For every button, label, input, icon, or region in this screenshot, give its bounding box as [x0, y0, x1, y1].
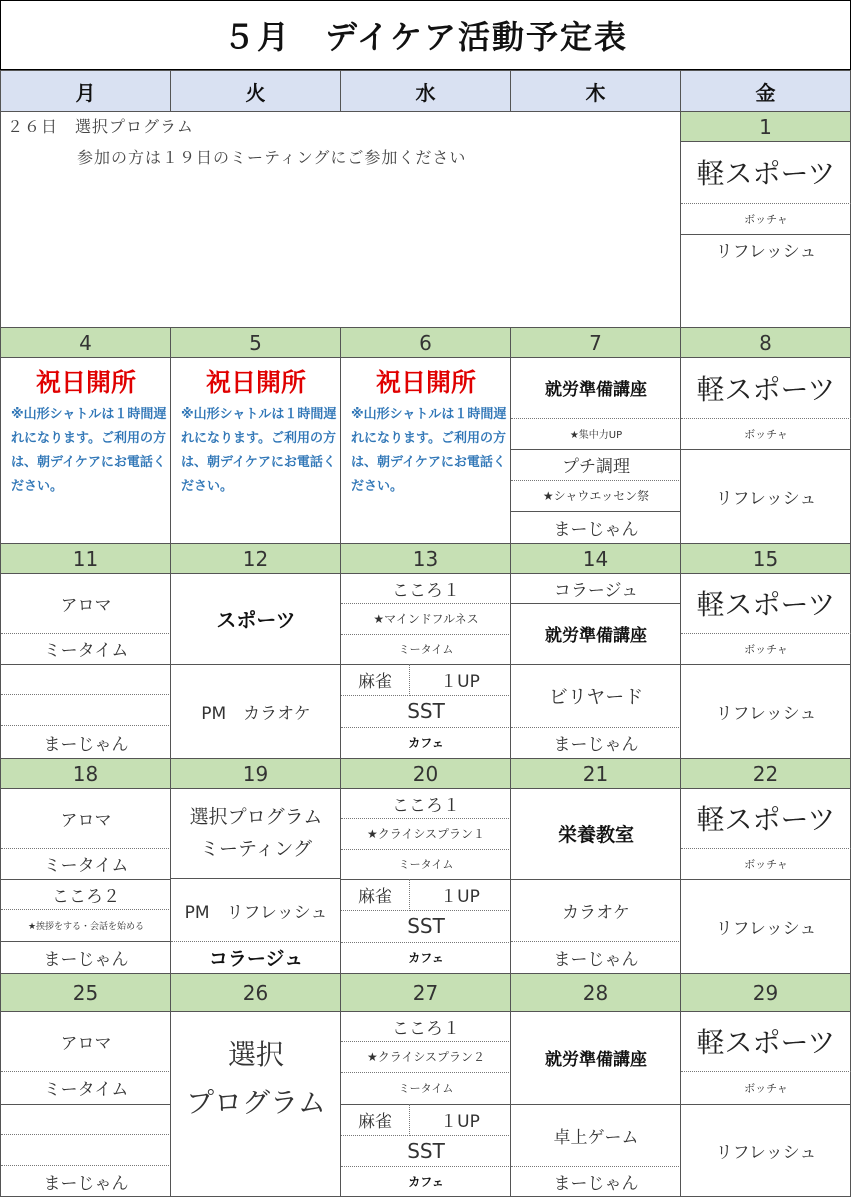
day-cell-14: [510, 573, 681, 759]
activity-job-prep: 就労準備講座: [511, 357, 681, 419]
day-cell-1: [680, 141, 851, 328]
activity-refresh: リフレッシュ: [715, 918, 817, 939]
holiday-title: 祝日開所: [35, 368, 136, 397]
activity-pm-karaoke: PM カラオケ: [201, 703, 311, 724]
activity-sst: SST: [341, 910, 511, 943]
date-21: 21: [510, 758, 681, 789]
activity-karaoke: カラオケ: [511, 879, 681, 942]
activity-selection-program: 選択プログラム: [189, 805, 323, 828]
activity-crisis-plan: ★クライシスプラン２: [341, 1041, 511, 1073]
date-6: 6: [340, 327, 511, 358]
day-cell-27: [340, 1011, 511, 1197]
activity-cafe: カフェ: [408, 951, 444, 965]
activity-mahjong: まーじゃん: [43, 1173, 129, 1194]
date-13: 13: [340, 543, 511, 574]
activity-kokoro: こころ１: [341, 573, 511, 604]
weekday-tue: 火: [170, 70, 341, 112]
activity-light-sports: 軽スポーツ: [681, 788, 851, 849]
activity-light-sports: 軽スポーツ: [681, 573, 851, 634]
date-15: 15: [680, 543, 851, 574]
activity-mahjong: まーじゃん: [553, 1173, 639, 1194]
activity-cafe: カフェ: [408, 736, 444, 750]
activity-refresh: リフレッシュ: [715, 241, 817, 262]
activity-mahjong: まーじゃん: [553, 735, 639, 755]
activity-boccia: ボッチャ: [681, 1071, 851, 1105]
day-cell-13: [340, 573, 511, 759]
holiday-note: ※山形シャトルは１時間遅れになります。ご利用の方は、朝デイケアにお電話ください。: [351, 407, 507, 494]
day-cell-28: [510, 1011, 681, 1197]
activity-mahjong: まーじゃん: [43, 735, 129, 755]
date-20: 20: [340, 758, 511, 789]
date-5: 5: [170, 327, 341, 358]
empty-slot: [1, 1135, 171, 1166]
activity-boccia: ボッチャ: [681, 633, 851, 665]
activity-me-time: ミータイム: [1, 633, 171, 665]
date-12: 12: [170, 543, 341, 574]
activity-petit-cooking: プチ調理: [511, 449, 681, 481]
day-cell-18: [0, 788, 171, 974]
day-cell-19: [170, 788, 341, 974]
activity-crisis-plan: ★クライシスプラン１: [341, 818, 511, 850]
activity-aroma: アロマ: [1, 573, 171, 634]
activity-mahjong-label: 麻雀: [341, 1104, 410, 1136]
day-cell-8: [680, 357, 851, 544]
empty-slot: [1, 695, 171, 726]
activity-pm-refresh: PM リフレッシュ: [171, 879, 341, 942]
activity-program: プログラム: [186, 1086, 326, 1119]
activity-light-sports: 軽スポーツ: [681, 1011, 851, 1072]
activity-me-time: ミータイム: [341, 849, 511, 880]
activity-aroma: アロマ: [1, 1011, 171, 1072]
date-19: 19: [170, 758, 341, 789]
day-cell-20: [340, 788, 511, 974]
activity-mindfulness: ★マインドフルネス: [341, 603, 511, 635]
activity-mahjong-label: 麻雀: [341, 664, 410, 696]
holiday-title: 祝日開所: [205, 368, 306, 397]
weekday-thu: 木: [510, 70, 681, 112]
activity-meeting: ミーティング: [171, 830, 341, 879]
activity-sst: SST: [341, 695, 511, 728]
activity-me-time: ミータイム: [341, 1072, 511, 1105]
day-cell-25: [0, 1011, 171, 1197]
holiday-note: ※山形シャトルは１時間遅れになります。ご利用の方は、朝デイケアにお電話ください。: [11, 407, 167, 494]
activity-kokoro: こころ１: [341, 1011, 511, 1042]
activity-billiards: ビリヤード: [511, 664, 681, 728]
activity-cafe: カフェ: [408, 1174, 444, 1189]
activity-me-time: ミータイム: [1, 1071, 171, 1105]
day-cell-11: [0, 573, 171, 759]
activity-light-sports: 軽スポーツ: [681, 357, 851, 419]
date-14: 14: [510, 543, 681, 574]
activity-collage: コラージュ: [208, 947, 304, 970]
activity-collage: コラージュ: [511, 573, 681, 604]
activity-1up: １UP: [409, 879, 511, 911]
day-cell-22: [680, 788, 851, 974]
date-29: 29: [680, 973, 851, 1012]
activity-1up: １UP: [409, 1104, 511, 1136]
activity-refresh: リフレッシュ: [715, 703, 817, 724]
empty-slot: [1, 664, 171, 695]
day-cell-29: [680, 1011, 851, 1197]
activity-nutrition-class: 栄養教室: [511, 788, 681, 880]
date-18: 18: [0, 758, 171, 789]
note-box: [0, 111, 681, 328]
day-cell-6: [340, 357, 511, 544]
day-cell-4: [0, 357, 171, 544]
activity-greeting-note: ★挨拶をする・会話を始める: [1, 909, 171, 942]
date-4: 4: [0, 327, 171, 358]
activity-mahjong-label: 麻雀: [341, 879, 410, 911]
date-1: 1: [680, 111, 851, 142]
activity-me-time: ミータイム: [1, 848, 171, 880]
weekday-wed: 水: [340, 70, 511, 112]
holiday-note: ※山形シャトルは１時間遅れになります。ご利用の方は、朝デイケアにお電話ください。: [181, 407, 337, 494]
activity-selection: 選択: [227, 1038, 284, 1071]
activity-aroma: アロマ: [1, 788, 171, 849]
note-line-2: 参加の方は１９日のミーティングにご参加ください: [77, 148, 467, 167]
day-cell-7: [510, 357, 681, 544]
activity-job-prep: 就労準備講座: [511, 1011, 681, 1105]
activity-sausage-fest: ★シャウエッセン祭: [511, 480, 681, 512]
activity-mahjong: まーじゃん: [553, 949, 639, 970]
activity-refresh: リフレッシュ: [715, 488, 817, 509]
activity-mahjong: まーじゃん: [43, 949, 129, 970]
activity-focus-up: ★集中力UP: [511, 418, 681, 450]
activity-light-sports: 軽スポーツ: [681, 141, 851, 204]
activity-me-time: ミータイム: [341, 634, 511, 665]
note-line-1: ２６日 選択プログラム: [7, 117, 194, 136]
empty-slot: [1, 1104, 171, 1135]
date-22: 22: [680, 758, 851, 789]
activity-1up: １UP: [409, 664, 511, 696]
date-11: 11: [0, 543, 171, 574]
day-cell-5: [170, 357, 341, 544]
date-26: 26: [170, 973, 341, 1012]
page-title: ５月 デイケア活動予定表: [0, 0, 851, 70]
activity-boccia: ボッチャ: [681, 203, 851, 235]
day-cell-15: [680, 573, 851, 759]
date-8: 8: [680, 327, 851, 358]
activity-sports: スポーツ: [171, 573, 341, 665]
day-cell-26: [170, 1011, 341, 1197]
activity-kokoro-2: こころ２: [1, 879, 171, 910]
date-25: 25: [0, 973, 171, 1012]
activity-refresh: リフレッシュ: [715, 1142, 817, 1163]
weekday-fri: 金: [680, 70, 851, 112]
activity-mahjong: まーじゃん: [553, 520, 639, 540]
activity-boccia: ボッチャ: [681, 848, 851, 880]
date-28: 28: [510, 973, 681, 1012]
day-cell-12: [170, 573, 341, 759]
date-7: 7: [510, 327, 681, 358]
activity-job-prep: 就労準備講座: [511, 603, 681, 665]
activity-sst: SST: [341, 1135, 511, 1167]
holiday-title: 祝日開所: [375, 368, 476, 397]
date-27: 27: [340, 973, 511, 1012]
activity-board-games: 卓上ゲーム: [511, 1104, 681, 1167]
day-cell-21: [510, 788, 681, 974]
activity-kokoro: こころ１: [341, 788, 511, 819]
weekday-mon: 月: [0, 70, 171, 112]
activity-boccia: ボッチャ: [681, 418, 851, 450]
